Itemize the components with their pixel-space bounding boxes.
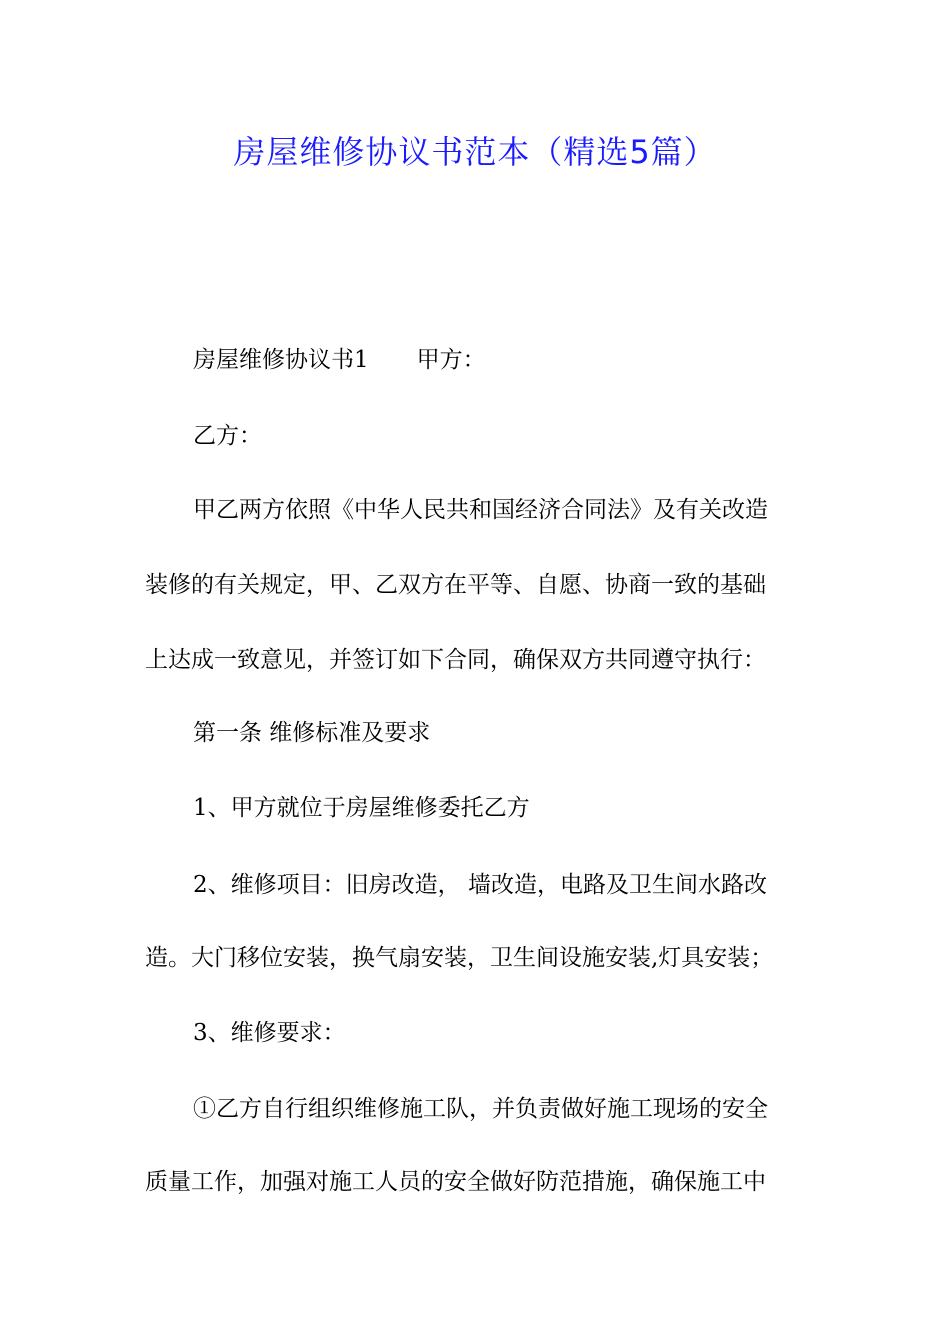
document-title: 房屋维修协议书范本（精选5篇） [233,133,717,171]
item1: 1、甲方就位于房屋维修委托乙方 [193,795,530,821]
item2-line1: 2、维修项目：旧房改造， 墙改造，电路及卫生间水路改 [193,872,767,898]
party-a-label: 甲方： [416,347,486,373]
heading-line [193,344,486,376]
agreement-heading: 房屋维修协议书1 [193,347,369,373]
article1-heading: 第一条 维修标准及要求 [193,720,431,746]
paragraph1-line2: 装修的有关规定，甲、乙双方在平等、自愿、协商一致的基础 [145,572,766,598]
party-b-label: 乙方： [193,423,262,449]
paragraph1-line1: 甲乙两方依照《中华人民共和国经济合同法》及有关改造 [193,497,768,523]
item3: 3、维修要求： [193,1020,346,1046]
item3-1-line2: 质量工作，加强对施工人员的安全做好防范措施，确保施工中 [145,1169,766,1195]
item2-line2: 造。大门移位安装，换气扇安装，卫生间设施安装,灯具安装； [145,945,774,971]
item3-1-line1: ①乙方自行组织维修施工队，并负责做好施工现场的安全 [193,1096,768,1122]
paragraph1-line3: 上达成一致意见，并签订如下合同，确保双方共同遵守执行： [145,647,766,673]
